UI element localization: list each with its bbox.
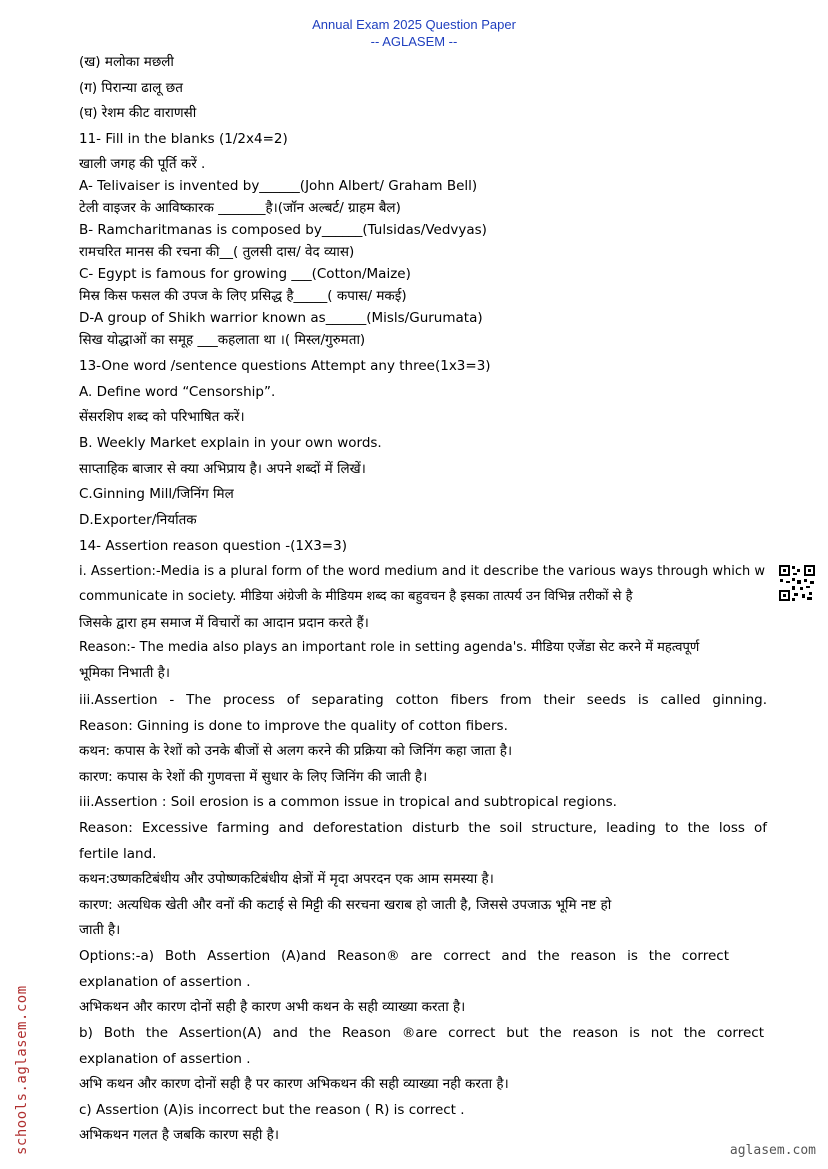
q13-c: C.Ginning Mill/जिनिंग मिल bbox=[79, 486, 234, 502]
question-13-heading: 13-One word /sentence questions Attempt any three(1x3=3) bbox=[79, 358, 491, 374]
side-watermark: schools.aglasem.com bbox=[14, 985, 30, 1155]
option-a-cont: explanation of assertion . bbox=[79, 974, 251, 990]
blank-d: D-A group of Shikh warrior known as______(Misls/Gurumata) bbox=[79, 310, 483, 326]
header-title: Annual Exam 2025 Question Paper bbox=[312, 17, 516, 32]
reason-2: Reason: Ginning is done to improve the quality of cotton fibers. bbox=[79, 718, 508, 734]
assertion-1: i. Assertion:-Media is a plural form of the word medium and it describe the various ways through which w bbox=[79, 564, 765, 579]
assertion-3-hindi: कथन:उष्णकटिबंधीय और उपोष्णकटिबंधीय क्षेत्रों में मृदा अपरदन एक आम समस्या है। bbox=[79, 871, 494, 887]
option-b: b) Both the Assertion(A) and the Reason ®are correct but the reason is not the correct bbox=[79, 1025, 764, 1041]
blank-a: A- Telivaiser is invented by______(John Albert/ Graham Bell) bbox=[79, 178, 478, 194]
reason-3-cont: fertile land. bbox=[79, 846, 157, 862]
option-a: Options:-a) Both Assertion (A)and Reason® are correct and the reason is the correct bbox=[79, 948, 729, 964]
header-subtitle: -- AGLASEM -- bbox=[370, 34, 458, 49]
question-11-heading-hindi: खाली जगह की पूर्ति करें . bbox=[79, 156, 206, 172]
q13-a-hindi: सेंसरशिप शब्द को परिभाषित करें। bbox=[79, 409, 245, 425]
q13-b: B. Weekly Market explain in your own words. bbox=[79, 435, 382, 451]
assertion-2: iii.Assertion - The process of separating cotton fibers from their seeds is called ginning. bbox=[79, 692, 767, 708]
qr-code-icon bbox=[778, 564, 816, 602]
match-row-gha: (घ) रेशम कीट वाराणसी bbox=[79, 105, 197, 121]
blank-a-hindi: टेली वाइजर के आविष्कारक _______है।(जॉन अल्बर्ट/ ग्राहम बैल) bbox=[79, 200, 401, 216]
option-b-cont: explanation of assertion . bbox=[79, 1051, 251, 1067]
match-row-ga: (ग) पिरान्या ढालू छत bbox=[79, 80, 183, 96]
blank-c: C- Egypt is famous for growing ___(Cotton/Maize) bbox=[79, 266, 411, 282]
assertion-2-hindi: कथन: कपास के रेशों को उनके बीजों से अलग करने की प्रक्रिया को जिनिंग कहा जाता है। bbox=[79, 743, 513, 759]
option-c: c) Assertion (A)is incorrect but the reason ( R) is correct . bbox=[79, 1102, 465, 1118]
q13-b-hindi: साप्ताहिक बाजार से क्या अभिप्राय है। अपने शब्दों में लिखें। bbox=[79, 461, 366, 477]
reason-3-hindi-cont: जाती है। bbox=[79, 922, 121, 938]
option-c-hindi: अभिकथन गलत है जबकि कारण सही है। bbox=[79, 1127, 279, 1143]
reason-3-hindi: कारण: अत्यधिक खेती और वनों की कटाई से मिट्टी की सरचना खराब हो जाती है, जिससे उपजाऊ भूमि नष्ट हो bbox=[79, 897, 612, 913]
reason-3: Reason: Excessive farming and deforestation disturb the soil structure, leading to the loss of bbox=[79, 820, 767, 836]
blank-c-hindi: मिस्र किस फसल की उपज के लिए प्रसिद्ध है_____( कपास/ मकई) bbox=[79, 288, 407, 304]
q13-a: A. Define word “Censorship”. bbox=[79, 384, 276, 400]
blank-b: B- Ramcharitmanas is composed by______(Tulsidas/Vedvyas) bbox=[79, 222, 487, 238]
reason-1-cont: भूमिका निभाती है। bbox=[79, 665, 170, 681]
blank-b-hindi: रामचरित मानस की रचना की__( तुलसी दास/ वेद व्यास) bbox=[79, 244, 355, 260]
footer-watermark: aglasem.com bbox=[729, 1143, 816, 1158]
question-14-heading: 14- Assertion reason question -(1X3=3) bbox=[79, 538, 347, 554]
assertion-1-hindi: जिसके द्वारा हम समाज में विचारों का आदान प्रदान करते हैं। bbox=[79, 615, 369, 631]
assertion-1-cont: communicate in society. मीडिया अंग्रेजी के मीडियम शब्द का बहुवचन है इसका तात्पर्य उन विभिन्न तरीकों से है bbox=[79, 589, 633, 604]
match-row-kha: (ख) मलोका मछली bbox=[79, 54, 174, 70]
reason-2-hindi: कारण: कपास के रेशों की गुणवत्ता में सुधार के लिए जिनिंग की जाती है। bbox=[79, 769, 428, 785]
option-b-hindi: अभि कथन और कारण दोनों सही है पर कारण अभिकथन की सही व्याख्या नही करता है। bbox=[79, 1076, 509, 1092]
q13-d: D.Exporter/निर्यातक bbox=[79, 512, 197, 528]
assertion-3: iii.Assertion : Soil erosion is a common issue in tropical and subtropical regions. bbox=[79, 794, 617, 810]
option-a-hindi: अभिकथन और कारण दोनों सही है कारण अभी कथन के सही व्याख्या करता है। bbox=[79, 999, 466, 1015]
blank-d-hindi: सिख योद्धाओं का समूह ___कहलाता था ।( मिस्ल/गुरुमता) bbox=[79, 332, 366, 348]
question-11-heading: 11- Fill in the blanks (1/2x4=2) bbox=[79, 131, 288, 147]
reason-1: Reason:- The media also plays an important role in setting agenda's. मीडिया एजेंडा सेट करने में महत्वपूर्ण bbox=[79, 640, 700, 655]
